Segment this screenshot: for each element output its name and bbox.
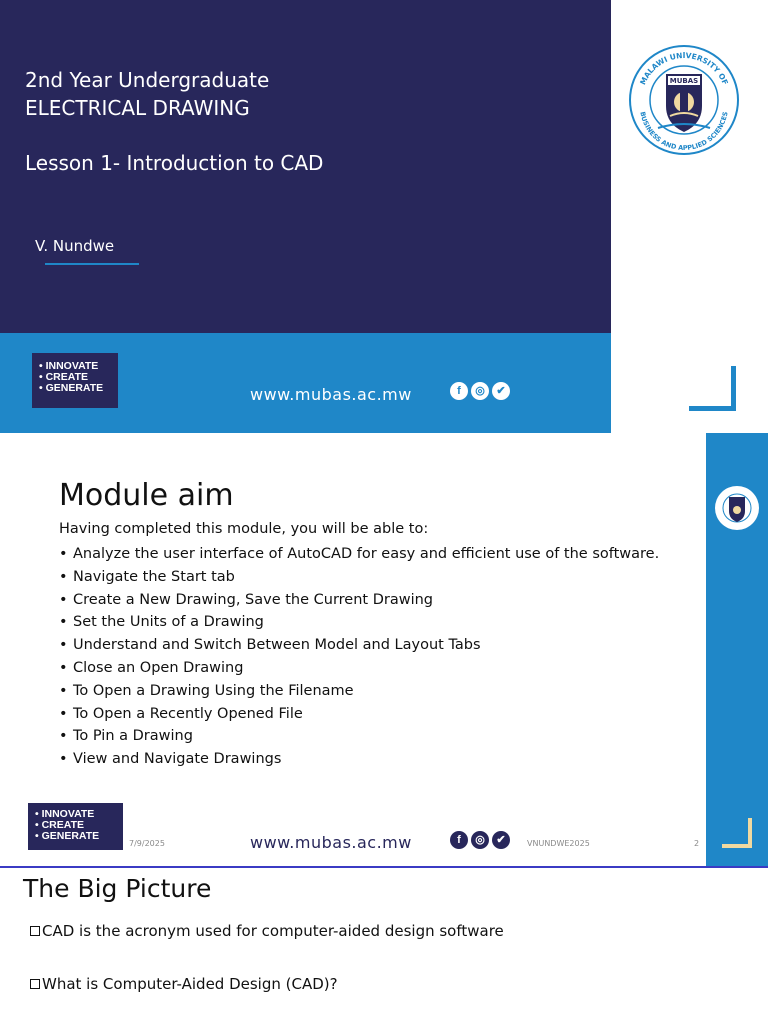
- logo-text-bottom: BUSINESS AND APPLIED SCIENCES: [638, 110, 730, 153]
- module-aim-slide: [0, 433, 768, 867]
- tagline-innovate: • INNOVATE: [35, 808, 95, 820]
- logo-shield-text: MUBAS: [669, 77, 699, 85]
- social-icons: [450, 831, 510, 849]
- slide-title: The Big Picture: [23, 874, 212, 903]
- big-picture-slide: [0, 868, 768, 1024]
- list-item: [30, 922, 504, 940]
- instagram-icon[interactable]: ◎: [471, 831, 489, 849]
- twitter-icon[interactable]: ✔: [492, 831, 510, 849]
- corner-mark: [722, 844, 752, 848]
- social-icons: [450, 382, 510, 400]
- author-name: V. Nundwe: [35, 237, 115, 255]
- slide-date: 7/9/2025: [129, 839, 165, 848]
- slide-title: Module aim: [59, 478, 234, 513]
- corner-mark: [731, 366, 736, 411]
- list-item: • Navigate the Start tab: [59, 566, 659, 589]
- university-logo: [628, 44, 740, 156]
- tagline-create: • CREATE: [35, 819, 84, 831]
- corner-mark: [689, 406, 736, 411]
- course-year: 2nd Year Undergraduate: [25, 68, 270, 92]
- list-item: • Understand and Switch Between Model and Layout Tabs: [59, 634, 659, 657]
- list-item: [30, 975, 338, 993]
- tagline-create: • CREATE: [39, 371, 88, 383]
- website-link[interactable]: www.mubas.ac.mw: [250, 833, 412, 852]
- list-item: • Close an Open Drawing: [59, 657, 659, 680]
- facebook-icon[interactable]: f: [450, 382, 468, 400]
- instagram-icon[interactable]: ◎: [471, 382, 489, 400]
- small-university-logo: [714, 485, 760, 531]
- list-item: • To Open a Drawing Using the Filename: [59, 680, 659, 703]
- tagline-generate: • GENERATE: [35, 830, 100, 842]
- list-item: • View and Navigate Drawings: [59, 748, 659, 771]
- footer-copyright: VNUNDWE2025: [527, 839, 590, 848]
- tagline-generate: • GENERATE: [39, 382, 104, 394]
- list-item: • To Pin a Drawing: [59, 725, 659, 748]
- list-item: • Set the Units of a Drawing: [59, 611, 659, 634]
- tagline-innovate: • INNOVATE: [39, 360, 99, 372]
- intro-text: Having completed this module, you will be able to:: [59, 521, 429, 537]
- facebook-icon[interactable]: f: [450, 831, 468, 849]
- author-underline: [45, 263, 139, 265]
- checkbox-bullet-icon: [30, 979, 40, 989]
- twitter-icon[interactable]: ✔: [492, 382, 510, 400]
- list-item-text: What is Computer-Aided Design (CAD)?: [42, 975, 338, 993]
- checkbox-bullet-icon: [30, 926, 40, 936]
- list-item: • To Open a Recently Opened File: [59, 703, 659, 726]
- list-item: • Create a New Drawing, Save the Current Drawing: [59, 589, 659, 612]
- course-title: ELECTRICAL DRAWING: [25, 96, 250, 120]
- list-item-text: CAD is the acronym used for computer-aided design software: [42, 922, 504, 940]
- lesson-title: Lesson 1- Introduction to CAD: [25, 151, 324, 175]
- aim-list: [59, 543, 659, 771]
- page-number: 2: [694, 839, 700, 848]
- title-slide: [0, 0, 768, 433]
- list-item: • Analyze the user interface of AutoCAD for easy and efficient use of the software.: [59, 543, 659, 566]
- logo-text-top: MALAWI UNIVERSITY OF: [638, 50, 730, 87]
- website-link[interactable]: www.mubas.ac.mw: [250, 385, 412, 404]
- tagline-box: [28, 803, 123, 850]
- tagline-box: [32, 353, 118, 408]
